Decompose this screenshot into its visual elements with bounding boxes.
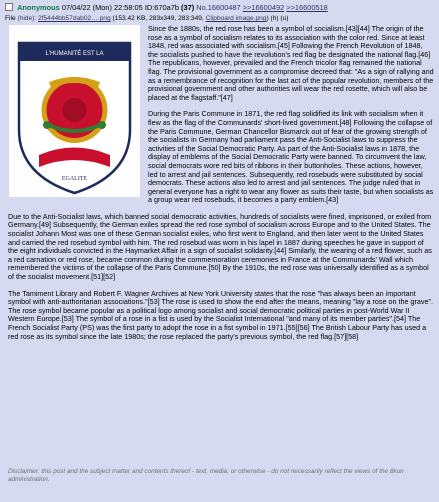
post-datetime: 07/04/22 (Mon) 22:58:05 bbox=[61, 3, 143, 12]
poster-id[interactable]: 670a7b bbox=[154, 3, 179, 12]
backlink-2[interactable]: >>16600518 bbox=[286, 3, 328, 12]
paragraph-3: Due to the Anti-Socialist laws, which banned social democratic activities, hundreds of socialists were fined, imprisoned, or exiled from Germany.[49] Subsequently, the German exiles spread the red rose symbol of socialism across Europe and to the United States. The socialist Johann Most was one of these German socialist exiles, who first went to England, and then later went to the United States and carried the red rosebud symbol with him. The red rosebud was worn in his lapel in 1887 during speeches he gave in support of the eight individuals convicted in the Haymarket Affair in a sign of socialist solidarity.[44] Similarly, the wearing of a red flower, such as a red carnation or red rose, became common during the commemoration ceremonies in France at the Communards' Wall which remembered the victims of the collapse of the Paris Commune.[50] By the 1910s, the red rose was universally identified as a symbol of the socialist movement.[51][52] bbox=[8, 211, 432, 282]
post-count: (37) bbox=[181, 3, 195, 12]
file-meta: (153.42 KB, 283x349, 283:349, bbox=[112, 15, 204, 22]
original-filename-link[interactable]: Clipboard image.png bbox=[205, 15, 267, 22]
paragraph-2: During the Paris Commune in 1871, the red flag solidified its link with socialism when it flew as the flag of the Communards' short-lived government.[48] Following the collapse of the Paris Commune, German Chancellor Bismarck out of fear of the growing strength of the socialists in Germany had parliament pass the Anti-Socialist laws to suppress the activities of the Social Democratic Party. As part of the Anti-Socialist laws in 1878, the display of emblems of the Social Democratic Party were banned. To circumvent the law, social democrats wore red bits of ribbons in their buttonholes. These actions, however, led to arrest and jail sentences. Subsequently, red rosebuds were substituted by social democrats. These actions also led to arrest and jail sentences. The judge ruled that in general everyone has a right to wear any flower as suits their taste, but when socialists as a group wear red rosebuds, it becomes a party emblem.[43] bbox=[148, 109, 434, 205]
file-label: File bbox=[5, 15, 16, 22]
post-header bbox=[5, 3, 435, 13]
paragraph-4: The Tamiment Library and Robert F. Wagner Archives at New York University states that the rose "has always been an important symbol with anti-authoritarian associations."[53] The rose is used to show the end after the means, meaning "lay a rose on the grave". The rose symbol became popular as a political logo among socialist and social democratic political parties in post-World War II Western Europe.[53] The symbol of a rose in a fist is used by the Socialist International "and many of its member parties".[54] The French Socialist Party (PS) was the first party to adopt the rose in a fist symbol in 1971.[55][56] The British Labour Party has used a red rose as its symbol since the late 1980s; the rose replaced the party's previous symbol, the red flag.[57][58] bbox=[8, 288, 434, 341]
backlink-1[interactable]: >>16600492 bbox=[242, 3, 285, 12]
file-meta-tail: ) (h) (u) bbox=[266, 15, 289, 22]
poster-id-label: ID: bbox=[144, 3, 155, 12]
ribbon-text: L'HUMANITÉ EST LA bbox=[45, 51, 104, 57]
paragraph-1: Since the 1880s, the red rose has been a symbol of socialism.[43][44] The origin of the rose as a symbol of socialism relates to its association with the color red. Since at least 1848, red was associated with socialism.[45] Following the French Revolution of 1848, the socialists pushed to have the revolution's red flag be designated the national flag.[46] The republicans, however, prevailed and the French tricolor flag remained the national flag. The provisional government as a compromise decreed that: "As a sign of rallying and as a remembrance of recognition for the last act of the popular revolution, members of the provisional government and other authorities will wear the red rosette, which will also be placed at the flagstaff."[47] bbox=[148, 24, 434, 102]
hide-file-link[interactable]: (hide): bbox=[17, 15, 37, 22]
file-name-link[interactable]: 2f5444bb57dab02….png bbox=[38, 15, 111, 22]
poster-name: Anonymous bbox=[17, 3, 60, 12]
file-info bbox=[5, 14, 435, 23]
reply-post bbox=[2, 2, 437, 498]
shield-bottom-text: EGALITE bbox=[61, 176, 88, 182]
disclaimer: Disclaimer: this post and the subject matter and contents thereof - text, media, or otherwise - do not necessarily reflect the views of the 8kun administration. bbox=[8, 468, 404, 483]
select-checkbox[interactable] bbox=[5, 3, 13, 11]
post-number[interactable]: No.16600487 bbox=[196, 3, 241, 12]
post-body bbox=[8, 25, 434, 465]
